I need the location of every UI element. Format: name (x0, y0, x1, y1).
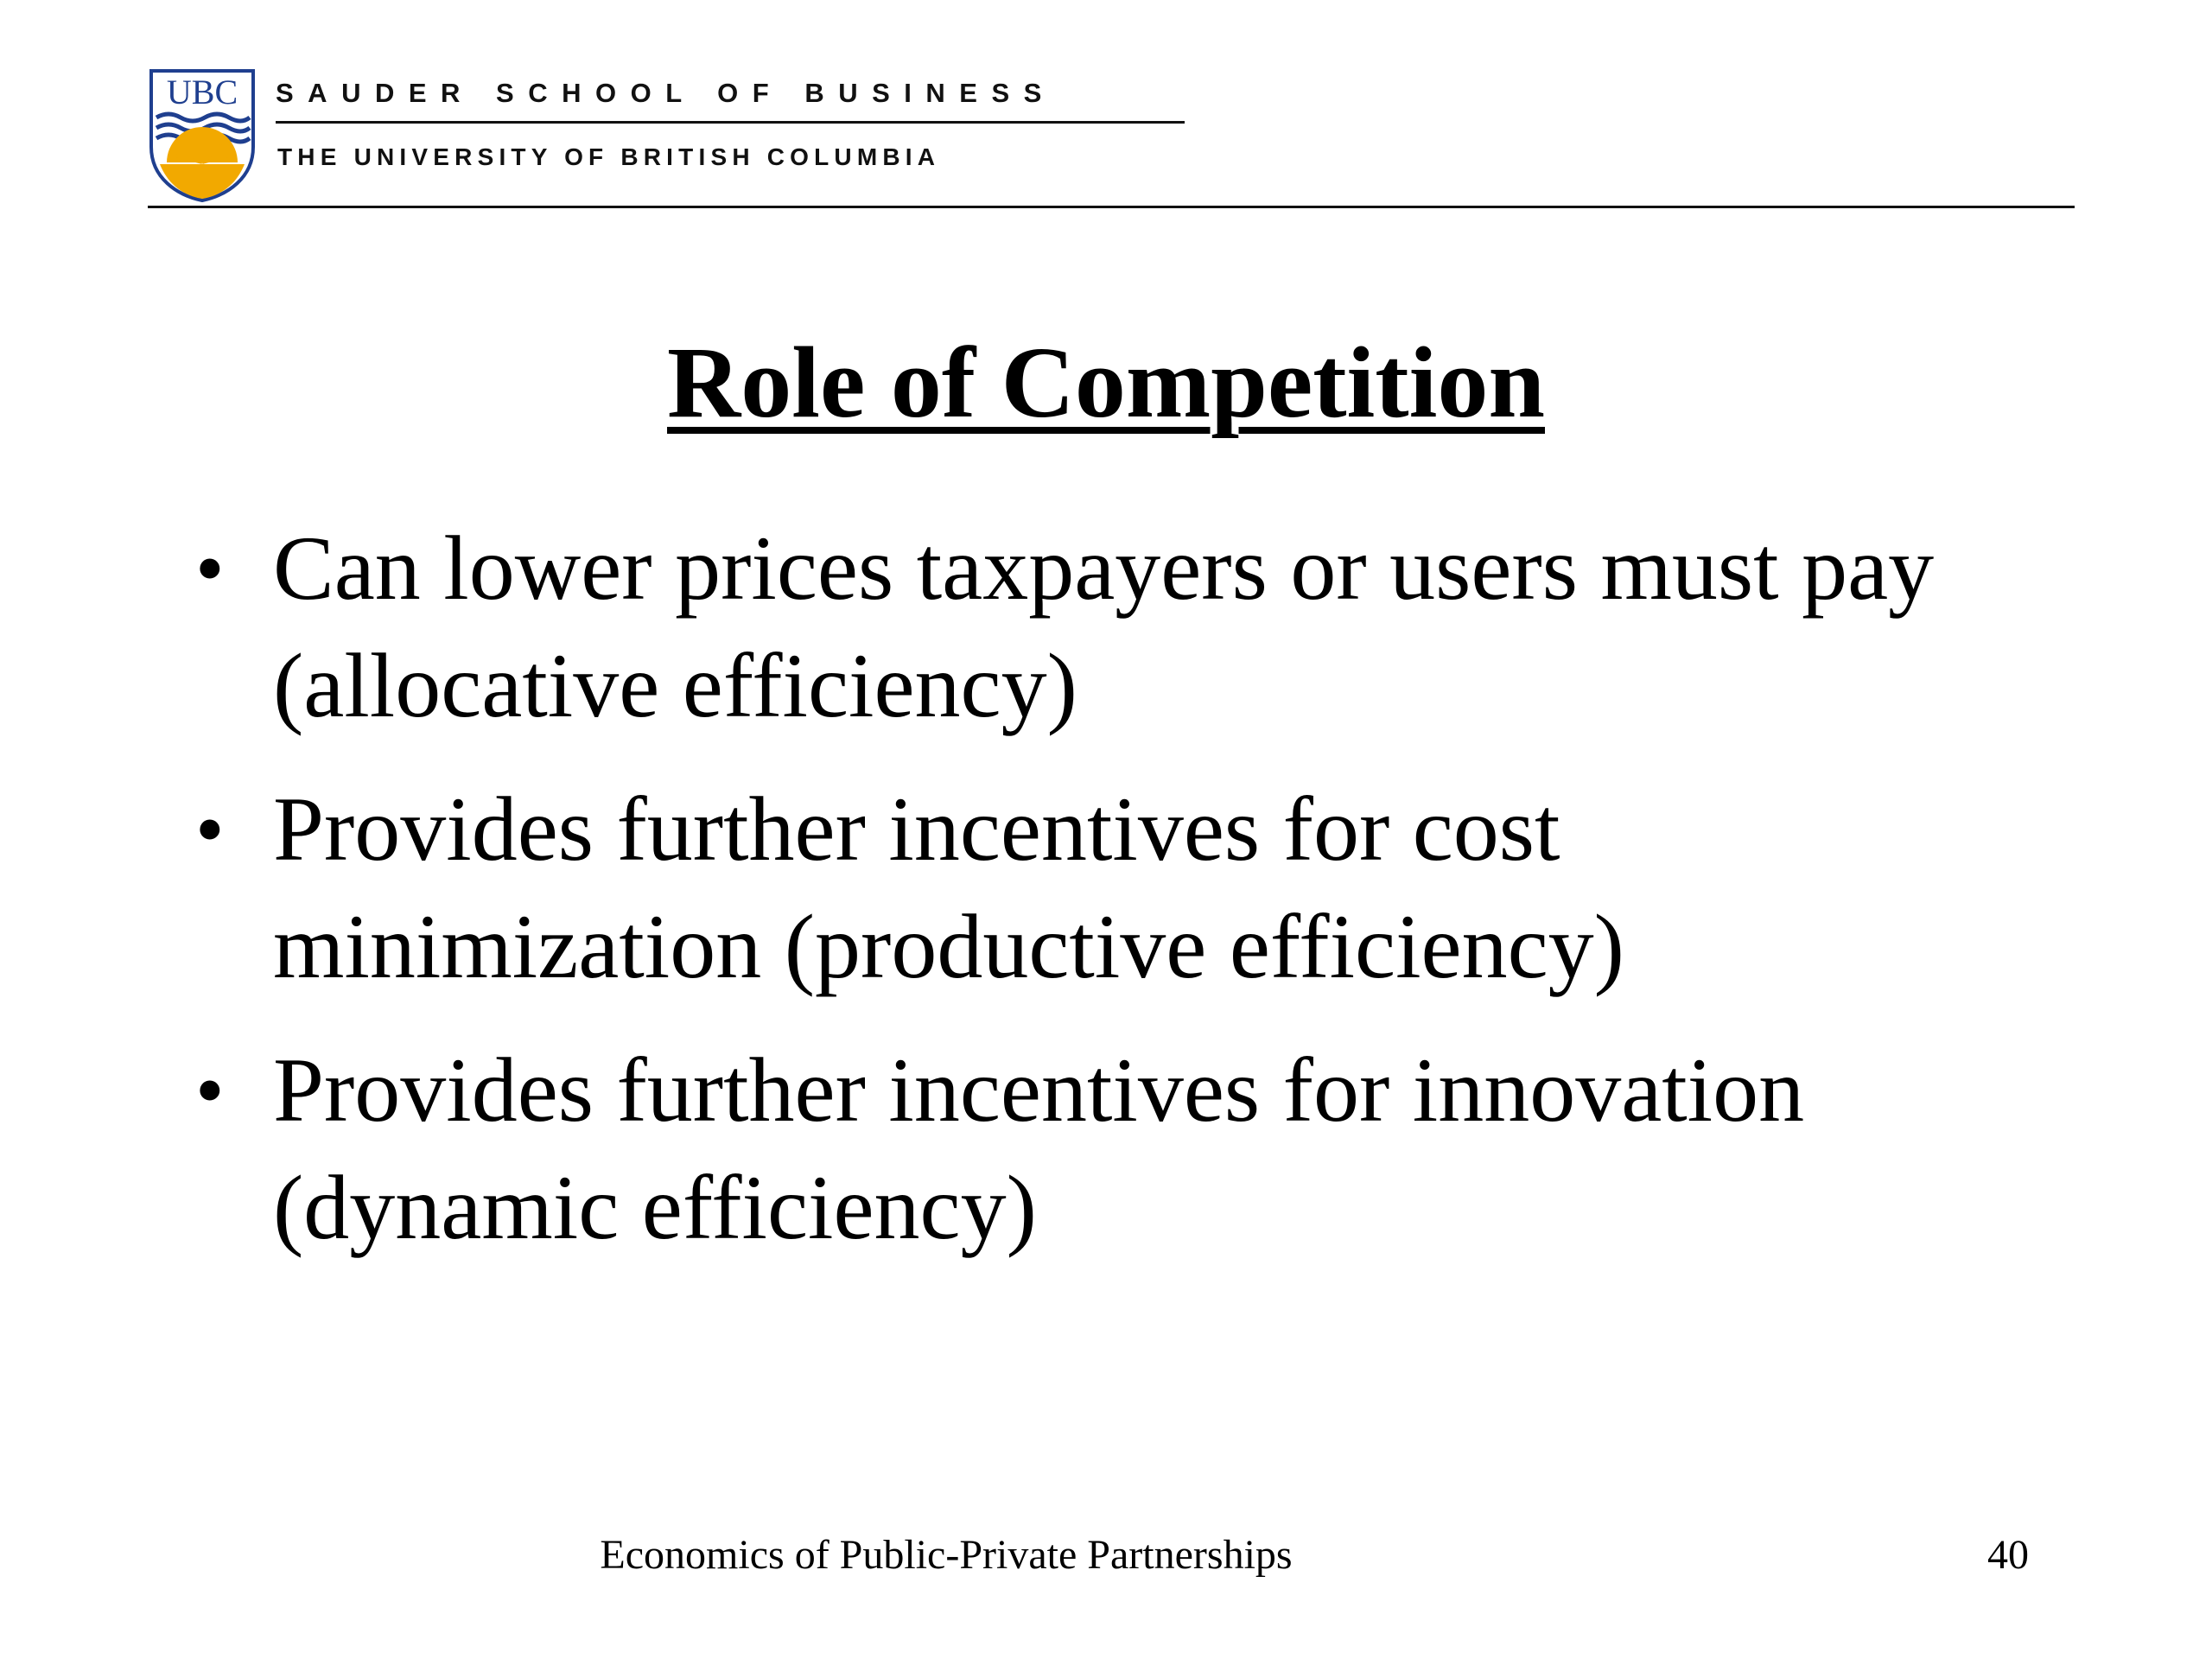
slide-title-text: Role of Competition (667, 326, 1545, 439)
header-divider (276, 121, 1185, 124)
ubc-crest-text: UBC (166, 73, 238, 111)
bullet-text: Can lower prices taxpayers or users must pay (allocative efficiency) (273, 518, 1935, 736)
header-underline (148, 206, 2075, 208)
page-number: 40 (1987, 1532, 2029, 1578)
footer-title: Economics of Public-Private Partnerships (600, 1532, 1293, 1578)
bullet-item (181, 771, 2039, 1006)
ubc-crest-logo (148, 67, 257, 202)
school-name: SAUDER SCHOOL OF BUSINESS (276, 78, 1056, 108)
bullet-item (181, 510, 2039, 745)
bullet-marker: • (195, 522, 225, 614)
bullet-item (181, 1032, 2039, 1267)
slide-header (148, 67, 2075, 206)
bullet-text: Provides further incentives for cost minimization (productive efficiency) (273, 779, 1624, 997)
slide-title (0, 327, 2212, 439)
bullet-marker: • (195, 783, 225, 875)
bullet-list (181, 510, 2039, 1293)
bullet-marker: • (195, 1044, 225, 1136)
bullet-text: Provides further incentives for innovation (dynamic efficiency) (273, 1039, 1805, 1258)
university-name: THE UNIVERSITY OF BRITISH COLUMBIA (277, 143, 941, 170)
